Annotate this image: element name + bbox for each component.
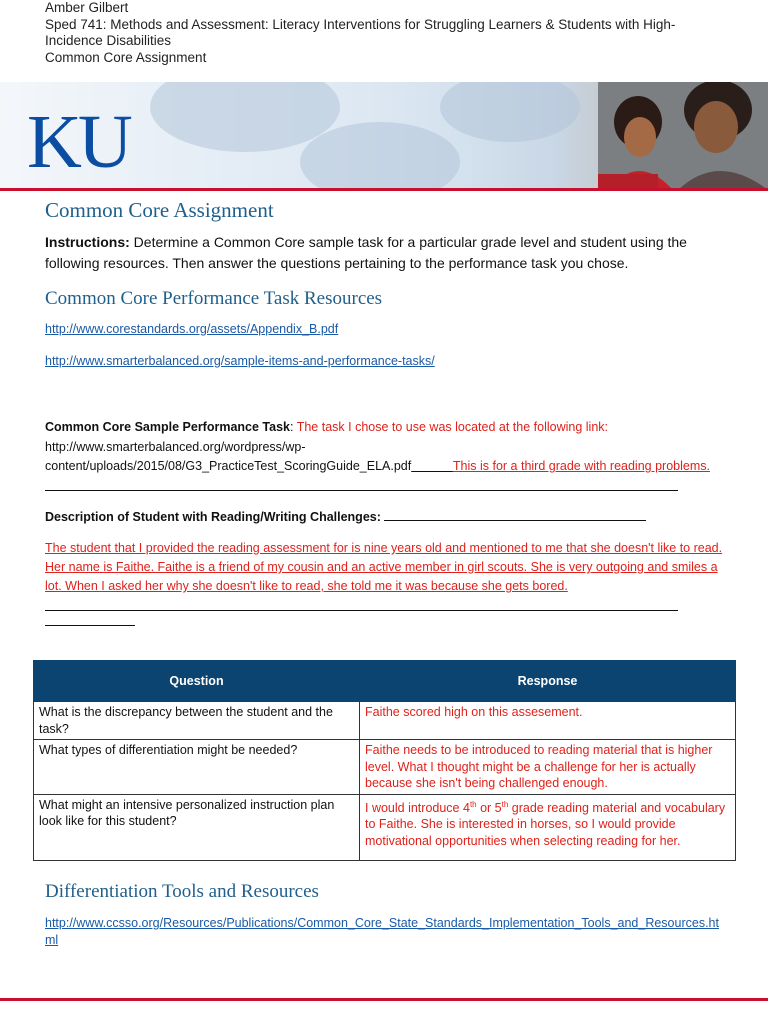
sample-task-link-2[interactable]: content/uploads/2015/08/G3_PracticeTest_ScoringGuide_ELA.pdf bbox=[45, 459, 412, 473]
sample-task-link-1[interactable]: http://www.smarterbalanced.org/wordpress/wp- bbox=[45, 439, 306, 454]
student-description-text: The student that I provided the reading assessment for is nine years old and mentioned to me that she doesn't like to read. Her name is Faithe. Faithe is a friend of my cousin and an active member in girl scouts. She is very outgoing and smiles a lot. When I asked her why she doesn't like to read, she told me it was because she gets bored. bbox=[45, 541, 723, 593]
page-title: Common Core Assignment bbox=[45, 198, 274, 222]
response-cell: Faithe needs to be introduced to reading material that is higher level. What I thought might be a challenge for her is actually because she isn't being challenged enough. bbox=[360, 740, 736, 795]
differentiation-heading: Differentiation Tools and Resources bbox=[45, 881, 319, 902]
resources-heading: Common Core Performance Task Resources bbox=[45, 288, 383, 309]
answer-line bbox=[45, 490, 678, 491]
response-cell: I would introduce 4th or 5th grade reading material and vocabulary to Faithe. She is interested in horses, so I would provide motivational opportunities when selecting reading for her. bbox=[360, 794, 736, 860]
table-row bbox=[34, 740, 736, 795]
response-cell: Faithe scored high on this assesement. bbox=[360, 702, 736, 740]
sample-task-note: This is for a third grade with reading problems. bbox=[452, 459, 710, 473]
author-name: Amber Gilbert bbox=[45, 0, 129, 15]
sample-task-intro: The task I chose to use was located at the following link: bbox=[296, 420, 608, 434]
banner-photo bbox=[598, 82, 768, 190]
student-description-label: Description of Student with Reading/Writing Challenges: bbox=[45, 509, 646, 524]
question-response-table bbox=[33, 660, 736, 861]
differentiation-resource-link[interactable]: http://www.ccsso.org/Resources/Publications/Common_Core_State_Standards_Implementation_Tools_and_Resources.html bbox=[45, 916, 719, 947]
footer-divider bbox=[0, 998, 768, 1001]
table-row bbox=[34, 794, 736, 860]
column-header-response: Response bbox=[360, 661, 736, 702]
assignment-name: Common Core Assignment bbox=[45, 49, 207, 65]
sample-task-paragraph: Common Core Sample Performance Task: The task I chose to use was located at the following link: http://www.smarterbalanced.org/wordpress/wp- content/uploads/2015/08/G3_PracticeTest_ScoringGuide_ELA.pdf This is for a third grade with reading problems. bbox=[45, 420, 710, 473]
column-header-question: Question bbox=[34, 661, 360, 702]
answer-line bbox=[45, 610, 678, 611]
ku-banner bbox=[0, 82, 768, 190]
resource-link-smarterbalanced[interactable]: http://www.smarterbalanced.org/sample-items-and-performance-tasks/ bbox=[45, 354, 435, 368]
sample-task-label: Common Core Sample Performance Task bbox=[45, 420, 290, 434]
course-title-line2: Incidence Disabilities bbox=[45, 33, 172, 48]
question-cell: What types of differentiation might be needed? bbox=[34, 740, 360, 795]
banner-divider bbox=[0, 188, 768, 191]
answer-line bbox=[45, 625, 135, 626]
question-cell: What might an intensive personalized instruction plan look like for this student? bbox=[34, 794, 360, 860]
question-cell: What is the discrepancy between the student and the task? bbox=[34, 702, 360, 740]
instructions-text: Determine a Common Core sample task for a particular grade level and student using the following resources. Then answer the questions pertaining to the performance task you chose. bbox=[45, 234, 687, 271]
resource-link-appendix-b[interactable]: http://www.corestandards.org/assets/Appendix_B.pdf bbox=[45, 322, 339, 336]
instructions-label: Instructions: bbox=[45, 234, 130, 250]
ku-logo: KU bbox=[27, 100, 129, 184]
document-header bbox=[45, 0, 675, 66]
table-row bbox=[34, 702, 736, 740]
instructions-paragraph bbox=[45, 232, 725, 274]
course-title-line1: Sped 741: Methods and Assessment: Literacy Interventions for Struggling Learners & Students with High- bbox=[45, 16, 676, 32]
